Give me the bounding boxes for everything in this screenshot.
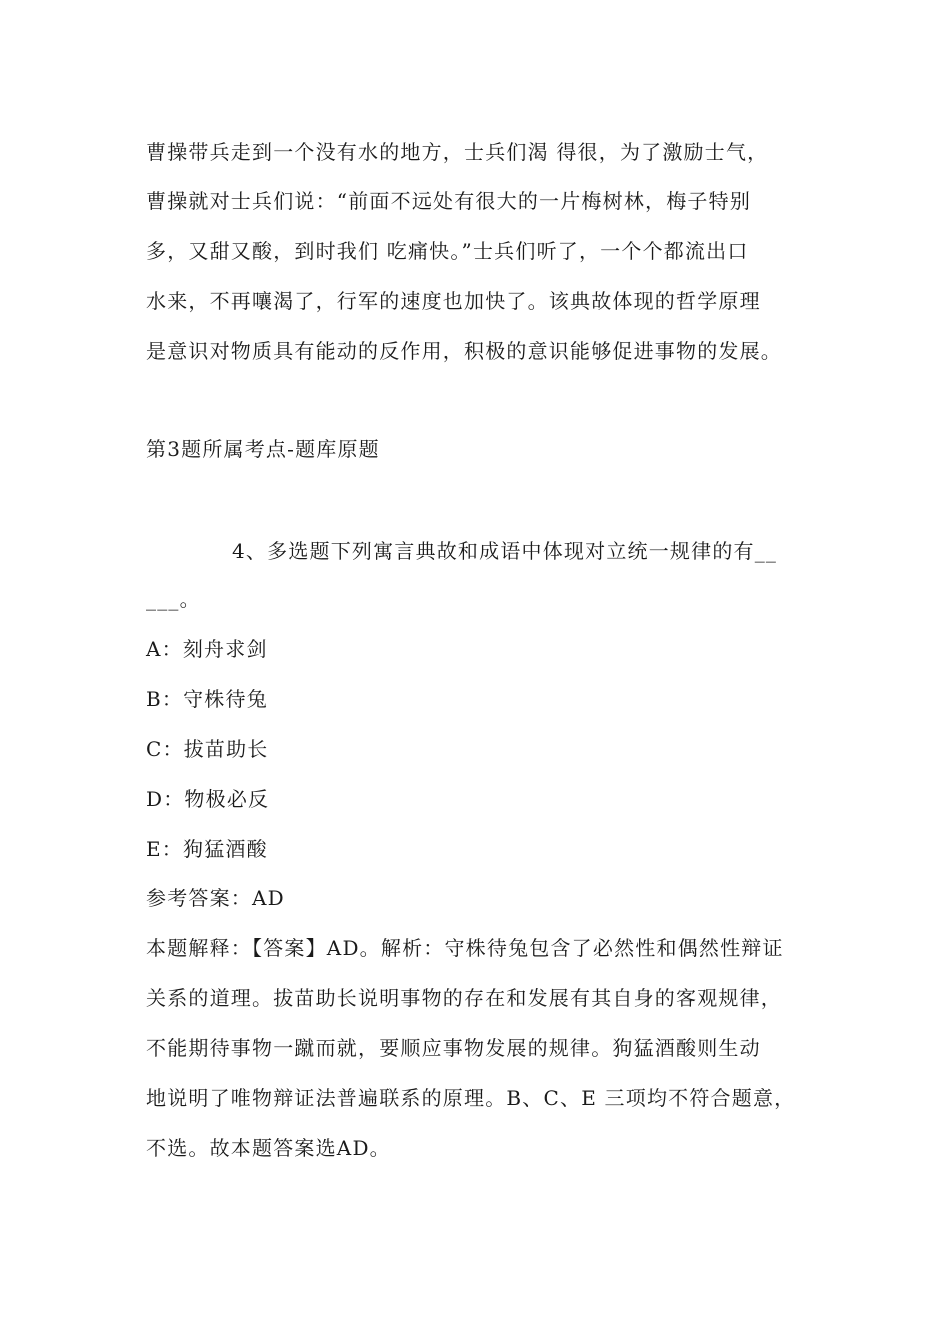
explanation-line: 地说明了唯物辩证法普遍联系的原理。B、C、E 三项均不符合题意， — [146, 1086, 796, 1110]
explanation-line: 关系的道理。拔苗助长说明事物的存在和发展有其自身的客观规律， — [146, 986, 782, 1010]
option-d: D：物极必反 — [146, 787, 270, 811]
passage-line: 是意识对物质具有能动的反作用，积极的意识能够促进事物的发展。 — [146, 339, 782, 363]
passage-line: 水来，不再嚷渴了，行军的速度也加快了。该典故体现的哲学原理 — [146, 289, 761, 313]
option-a: A：刻舟求剑 — [146, 637, 268, 661]
option-e: E：狗猛酒酸 — [146, 837, 268, 861]
passage-line: 曹操带兵走到一个没有水的地方，士兵们渴 得很，为了激励士气， — [146, 140, 769, 164]
explanation-line: 本题解释：【答案】AD。解析：守株待兔包含了必然性和偶然性辩证 — [146, 936, 784, 960]
passage-line: 曹操就对士兵们说：“前面不远处有很大的一片梅树林，梅子特别 — [146, 189, 752, 213]
explanation-line: 不能期待事物一蹴而就，要顺应事物发展的规律。狗猛酒酸则生动 — [146, 1036, 761, 1060]
reference-answer: 参考答案：AD — [146, 886, 285, 910]
option-c: C：拔苗助长 — [146, 737, 269, 761]
option-b: B：守株待兔 — [146, 687, 268, 711]
question-stem-continued: ___。 — [146, 587, 201, 611]
explanation-line: 不选。故本题答案选AD。 — [146, 1136, 391, 1160]
passage-line: 多，又甜又酸，到时我们 吃痛快。”士兵们听了，一个个都流出口 — [146, 239, 749, 263]
question-stem: 4、多选题下列寓言典故和成语中体现对立统一规律的有__ — [232, 539, 778, 563]
question-3-topic: 第3题所属考点-题库原题 — [146, 437, 380, 461]
